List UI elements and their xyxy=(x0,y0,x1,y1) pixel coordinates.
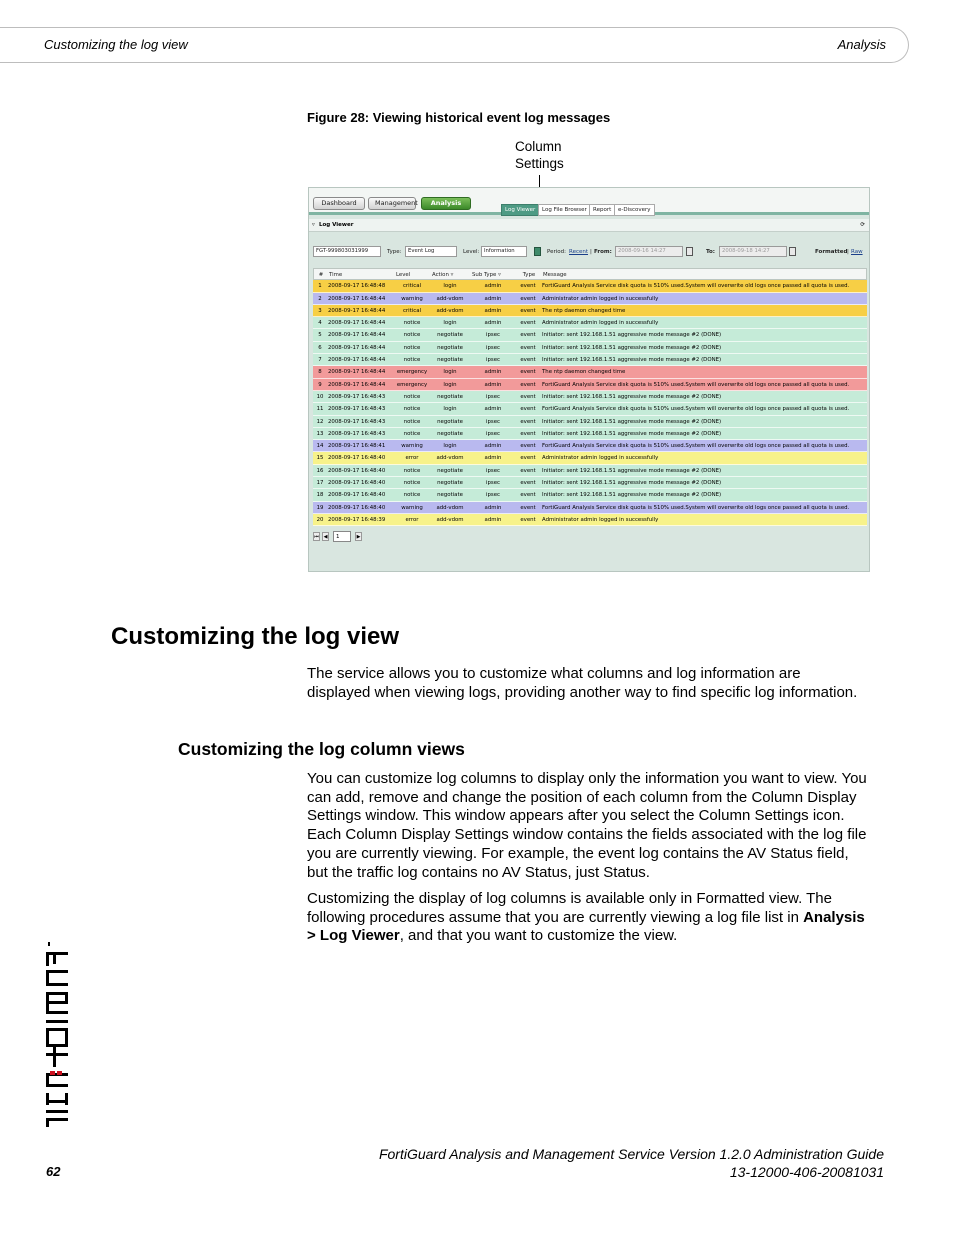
row-level: notice xyxy=(403,344,421,351)
header-section-title: Customizing the log view xyxy=(44,37,188,52)
row-level: emergency xyxy=(396,369,428,376)
row-number: 17 xyxy=(316,480,324,487)
from-date-input[interactable]: 2008-09-16 14:27 xyxy=(615,246,683,257)
row-time: 2008-09-17 16:48:44 xyxy=(328,381,386,388)
tab-report[interactable]: Report xyxy=(589,204,615,216)
row-action: add-vdom xyxy=(436,504,464,511)
table-row[interactable] xyxy=(313,342,867,354)
table-row[interactable] xyxy=(313,416,867,428)
row-level: notice xyxy=(403,480,421,487)
row-type: event xyxy=(520,369,536,376)
row-action: add-vdom xyxy=(436,307,464,314)
row-level: warning xyxy=(401,295,423,302)
row-action: login xyxy=(443,320,457,327)
row-type: event xyxy=(520,295,536,302)
row-message: Initiator: sent 192.168.1.51 aggressive mode message #2 (DONE) xyxy=(542,357,722,364)
to-calendar-icon[interactable] xyxy=(789,247,796,256)
row-number: 2 xyxy=(318,295,322,302)
row-number: 8 xyxy=(318,369,322,376)
row-subtype: ipsec xyxy=(485,332,500,339)
table-row[interactable] xyxy=(313,514,867,526)
row-type: event xyxy=(520,455,536,462)
collapse-icon[interactable]: ▿ xyxy=(312,222,315,228)
row-type: event xyxy=(520,307,536,314)
formatted-view-paragraph xyxy=(307,890,867,946)
row-message: Initiator: sent 192.168.1.51 aggressive mode message #2 (DONE) xyxy=(542,430,722,437)
panel-title: Log Viewer xyxy=(319,222,354,228)
row-action: login xyxy=(443,406,457,413)
table-row[interactable] xyxy=(313,502,867,514)
level-label: Level: xyxy=(463,249,480,255)
row-action: negotiate xyxy=(437,344,463,351)
row-message: FortiGuard Analysis Service disk quota is 510% used.System will overwrite old logs once passed all quota is used. xyxy=(542,504,850,511)
row-type: event xyxy=(520,418,536,425)
next-page-icon[interactable]: ▶ xyxy=(356,534,361,540)
row-subtype: ipsec xyxy=(485,344,500,351)
tab-log-viewer[interactable]: Log Viewer xyxy=(501,204,539,216)
top-nav-bar xyxy=(309,188,869,215)
log-viewer-screenshot xyxy=(308,187,870,572)
tab-log-file-browser[interactable]: Log File Browser xyxy=(538,204,591,216)
row-message: FortiGuard Analysis Service disk quota is 510% used.System will overwrite old logs once passed all quota is used. xyxy=(542,283,850,290)
row-subtype: admin xyxy=(484,295,502,302)
row-number: 15 xyxy=(316,455,324,462)
row-subtype: ipsec xyxy=(485,418,500,425)
row-subtype: ipsec xyxy=(485,357,500,364)
row-type: event xyxy=(520,480,536,487)
table-row[interactable] xyxy=(313,489,867,501)
row-subtype: ipsec xyxy=(485,480,500,487)
table-row[interactable] xyxy=(313,477,867,489)
table-row[interactable] xyxy=(313,354,867,366)
row-message: Administrator admin logged in successfully xyxy=(542,320,659,327)
col-header-type[interactable]: Type xyxy=(522,272,536,278)
row-level: error xyxy=(405,455,419,462)
table-row[interactable] xyxy=(313,465,867,477)
row-time: 2008-09-17 16:48:44 xyxy=(328,357,386,364)
row-level: notice xyxy=(403,492,421,499)
callout-line-2: Settings xyxy=(515,156,564,171)
row-message: Initiator: sent 192.168.1.51 aggressive mode message #2 (DONE) xyxy=(542,467,722,474)
row-number: 4 xyxy=(318,320,322,327)
row-type: event xyxy=(520,344,536,351)
table-row[interactable] xyxy=(313,317,867,329)
filter-icon[interactable]: ▿ xyxy=(450,272,454,278)
col-header-time[interactable]: Time xyxy=(329,272,343,278)
column-views-paragraph: You can customize log columns to display only the information you want to view. You can add, remove and change the position of each column from the Column Display Settings window. This window appears after you select the Column Settings icon. Each Column Display Settings window contains the fields associated with the log file you are currently viewing. For example, the event log contains the AV Status field, but the traffic log contains no AV Status, just Status. xyxy=(307,770,867,881)
row-time: 2008-09-17 16:48:40 xyxy=(328,455,386,462)
row-number: 9 xyxy=(318,381,322,388)
row-subtype: admin xyxy=(484,381,502,388)
row-type: event xyxy=(520,283,536,290)
to-date-input[interactable]: 2008-09-18 14:27 xyxy=(719,246,787,257)
row-action: negotiate xyxy=(437,480,463,487)
row-number: 18 xyxy=(316,492,324,499)
filter-icon[interactable]: ▿ xyxy=(498,272,501,278)
row-level: notice xyxy=(403,467,421,474)
col-header-level[interactable]: Level xyxy=(396,272,411,278)
table-row[interactable] xyxy=(313,452,867,464)
row-message: Initiator: sent 192.168.1.51 aggressive mode message #2 (DONE) xyxy=(542,344,722,351)
row-level: emergency xyxy=(396,381,428,388)
row-action: negotiate xyxy=(437,418,463,425)
row-number: 10 xyxy=(316,393,324,400)
fortinet-logo xyxy=(42,942,70,1127)
tab-e-discovery[interactable]: e-Discovery xyxy=(614,204,655,216)
table-row[interactable] xyxy=(313,379,867,391)
row-type: event xyxy=(520,504,536,511)
row-subtype: admin xyxy=(484,307,502,314)
row-type: event xyxy=(520,516,536,523)
col-header-action-label: Action xyxy=(432,272,449,278)
row-time: 2008-09-17 16:48:44 xyxy=(328,307,386,314)
table-row[interactable] xyxy=(313,440,867,452)
intro-paragraph: The service allows you to customize what columns and log information are displayed when viewing logs, providing another way to find specific log information. xyxy=(307,665,858,701)
header-chapter-title: Analysis xyxy=(837,37,886,52)
column-settings-icon[interactable] xyxy=(534,247,541,256)
row-level: warning xyxy=(401,504,423,511)
row-time: 2008-09-17 16:48:48 xyxy=(328,283,386,290)
row-subtype: admin xyxy=(484,455,502,462)
menu-path: Analysis > Log Viewer xyxy=(307,908,865,945)
row-message: Administrator admin logged in successfully xyxy=(542,516,659,523)
p3-text-end: , and that you want to customize the view. xyxy=(399,927,678,945)
row-type: event xyxy=(520,332,536,339)
row-type: event xyxy=(520,443,536,450)
figure-caption: Figure 28: Viewing historical event log messages xyxy=(307,110,611,125)
log-table xyxy=(313,268,867,526)
row-time: 2008-09-17 16:48:39 xyxy=(328,516,386,523)
row-action: negotiate xyxy=(437,332,463,339)
formatted-view-label[interactable]: Formatted xyxy=(815,249,848,255)
row-number: 5 xyxy=(318,332,322,339)
row-action: add-vdom xyxy=(436,295,464,302)
row-message: The ntp daemon changed time xyxy=(542,369,626,376)
row-action: negotiate xyxy=(437,467,463,474)
row-subtype: admin xyxy=(484,283,502,290)
table-row[interactable] xyxy=(313,305,867,317)
row-level: notice xyxy=(403,357,421,364)
nav-management-button[interactable]: Management xyxy=(368,197,416,210)
table-row[interactable] xyxy=(313,366,867,378)
col-header-subtype-label: Sub Type xyxy=(472,272,497,278)
running-header xyxy=(0,27,909,63)
from-calendar-icon[interactable] xyxy=(686,247,693,256)
row-time: 2008-09-17 16:48:44 xyxy=(328,320,386,327)
row-number: 6 xyxy=(318,344,322,351)
row-number: 12 xyxy=(316,418,324,425)
row-type: event xyxy=(520,357,536,364)
row-time: 2008-09-17 16:48:44 xyxy=(328,344,386,351)
row-subtype: admin xyxy=(484,320,502,327)
row-subtype: ipsec xyxy=(485,492,500,499)
row-subtype: ipsec xyxy=(485,430,500,437)
row-action: negotiate xyxy=(437,492,463,499)
row-type: event xyxy=(520,430,536,437)
row-time: 2008-09-17 16:48:40 xyxy=(328,467,386,474)
row-action: login xyxy=(443,369,457,376)
footer-doc-number: 13-12000-406-20081031 xyxy=(729,1164,884,1180)
panel-title-bar xyxy=(309,219,869,232)
table-row[interactable] xyxy=(313,280,867,292)
row-type: event xyxy=(520,406,536,413)
row-message: The ntp daemon changed time xyxy=(542,307,626,314)
callout-line-1: Column xyxy=(515,139,562,154)
table-header-row xyxy=(313,268,867,280)
nav-dashboard-button[interactable]: Dashboard xyxy=(313,197,365,210)
row-action: add-vdom xyxy=(436,455,464,462)
row-message: Initiator: sent 192.168.1.51 aggressive mode message #2 (DONE) xyxy=(542,492,722,499)
row-message: FortiGuard Analysis Service disk quota is 510% used.System will overwrite old logs once passed all quota is used. xyxy=(542,381,850,388)
nav-analysis-button[interactable]: Analysis xyxy=(421,197,471,210)
row-subtype: ipsec xyxy=(485,467,500,474)
row-message: Initiator: sent 192.168.1.51 aggressive mode message #2 (DONE) xyxy=(542,480,722,487)
row-message: FortiGuard Analysis Service disk quota is 510% used.System will overwrite old logs once passed all quota is used. xyxy=(542,406,850,413)
table-row[interactable] xyxy=(313,329,867,341)
to-label: To: xyxy=(706,249,715,255)
row-action: add-vdom xyxy=(436,516,464,523)
col-header-action[interactable] xyxy=(432,269,470,281)
row-subtype: admin xyxy=(484,369,502,376)
row-message: Initiator: sent 192.168.1.51 aggressive mode message #2 (DONE) xyxy=(542,393,722,400)
row-time: 2008-09-17 16:48:44 xyxy=(328,369,386,376)
row-action: login xyxy=(443,443,457,450)
row-message: Initiator: sent 192.168.1.51 aggressive mode message #2 (DONE) xyxy=(542,418,722,425)
row-time: 2008-09-17 16:48:43 xyxy=(328,393,386,400)
row-message: Initiator: sent 192.168.1.51 aggressive mode message #2 (DONE) xyxy=(542,332,722,339)
row-level: notice xyxy=(403,320,421,327)
row-time: 2008-09-17 16:48:41 xyxy=(328,443,386,450)
row-action: login xyxy=(443,283,457,290)
row-subtype: admin xyxy=(484,516,502,523)
prev-page-icon[interactable]: ◀ xyxy=(323,534,328,540)
col-header-number[interactable]: # xyxy=(318,272,324,278)
row-level: notice xyxy=(403,393,421,400)
row-number: 3 xyxy=(318,307,322,314)
device-select[interactable]: FGT-999803031999 xyxy=(313,246,381,257)
refresh-icon[interactable]: ⟳ xyxy=(860,222,865,228)
figure-callout xyxy=(515,138,564,172)
row-subtype: admin xyxy=(484,504,502,511)
row-type: event xyxy=(520,467,536,474)
footer-guide-title: FortiGuard Analysis and Management Service Version 1.2.0 Administration Guide xyxy=(378,1146,884,1162)
section-heading: Customizing the log view xyxy=(111,623,400,650)
filter-bar: FGT-999803031999 Type: Event Log Level: Information Period: Recent | From: 2008-09-16 14:27 To: 2008-09-18 14:27 Formatted | Raw xyxy=(309,245,869,259)
row-time: 2008-09-17 16:48:43 xyxy=(328,430,386,437)
row-type: event xyxy=(520,492,536,499)
row-level: critical xyxy=(402,307,422,314)
row-number: 19 xyxy=(316,504,324,511)
row-level: warning xyxy=(401,443,423,450)
row-number: 20 xyxy=(316,516,324,523)
row-time: 2008-09-17 16:48:40 xyxy=(328,504,386,511)
row-action: negotiate xyxy=(437,393,463,400)
col-header-subtype[interactable] xyxy=(472,269,516,281)
table-row[interactable] xyxy=(313,293,867,305)
table-row[interactable] xyxy=(313,391,867,403)
row-subtype: ipsec xyxy=(485,393,500,400)
row-time: 2008-09-17 16:48:40 xyxy=(328,480,386,487)
recent-link[interactable]: Recent xyxy=(569,249,589,255)
row-action: negotiate xyxy=(437,357,463,364)
row-action: negotiate xyxy=(437,430,463,437)
type-select[interactable]: Event Log xyxy=(405,246,457,257)
row-type: event xyxy=(520,393,536,400)
row-subtype: admin xyxy=(484,443,502,450)
table-row[interactable] xyxy=(313,403,867,415)
row-message: Administrator admin logged in successfully xyxy=(542,455,659,462)
row-time: 2008-09-17 16:48:40 xyxy=(328,492,386,499)
row-number: 11 xyxy=(316,406,324,413)
row-number: 7 xyxy=(318,357,322,364)
raw-view-link[interactable]: Raw xyxy=(851,249,863,255)
page-number-input[interactable]: 1 xyxy=(333,531,351,542)
row-type: event xyxy=(520,381,536,388)
row-level: notice xyxy=(403,430,421,437)
row-level: notice xyxy=(403,332,421,339)
row-type: event xyxy=(520,320,536,327)
page-number: 62 xyxy=(46,1164,61,1179)
row-time: 2008-09-17 16:48:44 xyxy=(328,295,386,302)
row-number: 13 xyxy=(316,430,324,437)
p3-text-start: Customizing the display of log columns is available only in Formatted view. The following procedures assume that you are currently viewing a log file list in xyxy=(307,890,832,926)
row-time: 2008-09-17 16:48:43 xyxy=(328,418,386,425)
row-message: FortiGuard Analysis Service disk quota is 510% used.System will overwrite old logs once passed all quota is used. xyxy=(542,443,850,450)
row-number: 16 xyxy=(316,467,324,474)
level-select[interactable]: Information xyxy=(481,246,527,257)
subsection-heading: Customizing the log column views xyxy=(178,739,465,759)
row-level: error xyxy=(405,516,419,523)
row-number: 14 xyxy=(316,443,324,450)
row-action: login xyxy=(443,381,457,388)
row-time: 2008-09-17 16:48:44 xyxy=(328,332,386,339)
period-label: Period: xyxy=(547,249,567,255)
row-number: 1 xyxy=(318,283,322,290)
from-label: From: xyxy=(594,249,612,255)
row-subtype: admin xyxy=(484,406,502,413)
row-time: 2008-09-17 16:48:43 xyxy=(328,406,386,413)
row-level: notice xyxy=(403,406,421,413)
table-row[interactable] xyxy=(313,428,867,440)
col-header-message[interactable]: Message xyxy=(543,272,567,278)
row-message: Administrator admin logged in successfully xyxy=(542,295,659,302)
row-level: notice xyxy=(403,418,421,425)
first-page-icon[interactable]: ⏮ xyxy=(314,534,319,540)
row-level: critical xyxy=(402,283,422,290)
type-label: Type: xyxy=(387,249,402,255)
